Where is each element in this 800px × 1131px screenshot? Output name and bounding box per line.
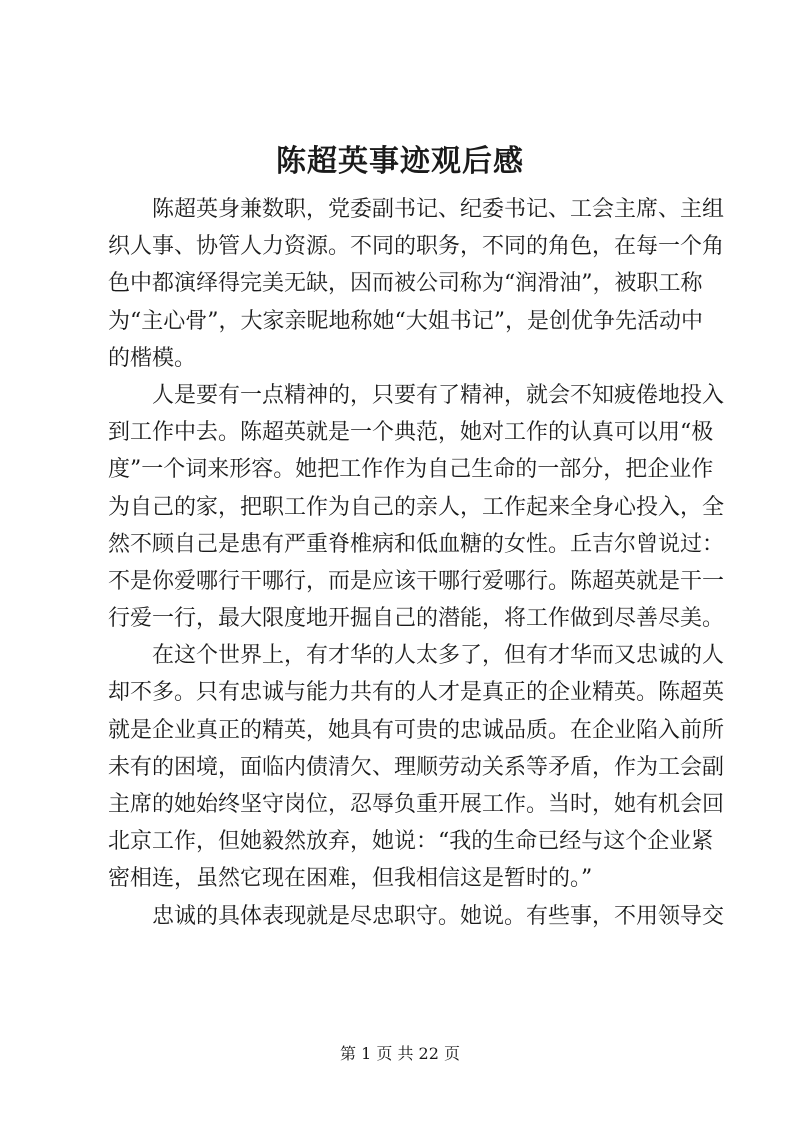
text-line: 忠诚的具体表现就是尽忠职守。她说。有些事，不用领导交 bbox=[152, 903, 725, 929]
text-line: 的楷模。 bbox=[108, 345, 197, 371]
text-line: 色中都演绎得完美无缺，因而被公司称为“润滑油”，被职工称 bbox=[108, 271, 703, 297]
text-line: 到工作中去。陈超英就是一个典范，她对工作的认真可以用“极 bbox=[108, 420, 714, 446]
paragraph bbox=[108, 377, 725, 637]
text-line: 却不多。只有忠诚与能力共有的人才是真正的企业精英。陈超英 bbox=[108, 680, 725, 706]
text-line: 为“主心骨”，大家亲昵地称她“大姐书记”，是创优争先活动中 bbox=[108, 308, 703, 334]
text-line: 就是企业真正的精英，她具有可贵的忠诚品质。在企业陷入前所 bbox=[108, 717, 725, 743]
text-line: 人是要有一点精神的，只要有了精神，就会不知疲倦地投入 bbox=[152, 382, 725, 408]
text-line: 陈超英身兼数职，党委副书记、纪委书记、工会主席、主组 bbox=[152, 197, 725, 222]
text-line: 度”一个词来形容。她把工作作为自己生命的一部分，把企业作 bbox=[108, 457, 714, 483]
text-line: 主席的她始终坚守岗位，忍辱负重开展工作。当时，她有机会回 bbox=[108, 792, 725, 817]
text-line: 在这个世界上，有才华的人太多了，但有才华而又忠诚的人 bbox=[152, 643, 725, 669]
text-line: 织人事、协管人力资源。不同的职务，不同的角色，在每一个角 bbox=[108, 234, 725, 260]
paragraph bbox=[108, 637, 725, 897]
text-line: 为自己的家，把职工作为自己的亲人，工作起来全身心投入，全 bbox=[108, 494, 725, 520]
page-footer: 第 1 页 共 22 页 bbox=[340, 1044, 460, 1063]
text-line: 北京工作，但她毅然放弃，她说：“我的生命已经与这个企业紧 bbox=[108, 829, 714, 855]
paragraph bbox=[108, 898, 725, 935]
paragraph bbox=[108, 191, 725, 377]
document-title: 陈超英事迹观后感 bbox=[276, 144, 524, 179]
text-line: 密相连，虽然它现在困难，但我相信这是暂时的。” bbox=[108, 866, 593, 892]
document-body bbox=[108, 191, 725, 935]
text-line: 未有的困境，面临内债清欠、理顺劳动关系等矛盾，作为工会副 bbox=[108, 754, 725, 780]
text-line: 行爱一行，最大限度地开掘自己的潜能，将工作做到尽善尽美。 bbox=[108, 606, 725, 632]
text-line: 不是你爱哪行干哪行，而是应该干哪行爱哪行。陈超英就是干一 bbox=[108, 568, 725, 594]
text-line: 然不顾自己是患有严重脊椎病和低血糖的女性。丘吉尔曾说过： bbox=[108, 531, 725, 557]
